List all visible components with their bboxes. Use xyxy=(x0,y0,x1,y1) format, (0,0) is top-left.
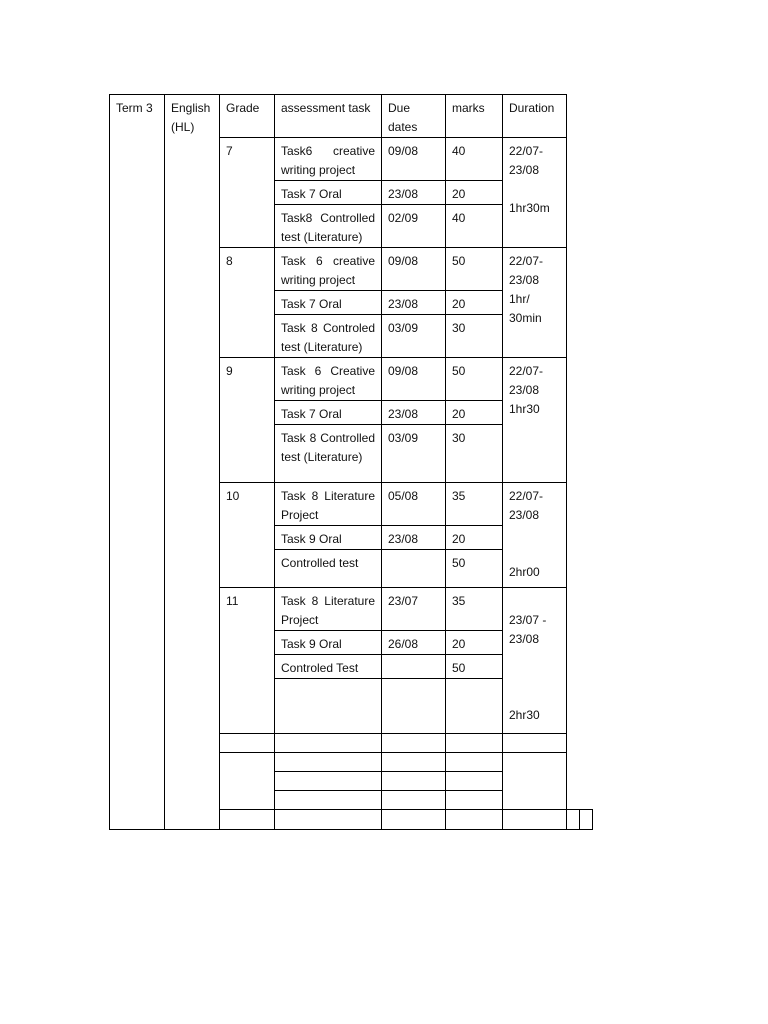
marks-cell: 20 xyxy=(446,291,503,315)
marks-cell: 50 xyxy=(446,358,503,401)
marks-cell: 20 xyxy=(446,401,503,425)
task-header: assessment task xyxy=(275,95,382,138)
empty-cell xyxy=(382,772,446,791)
empty-cell xyxy=(580,810,593,830)
empty-cell xyxy=(275,734,382,753)
duration-cell: 22/07- 23/08 1hr30m xyxy=(503,138,567,248)
marks-cell: 20 xyxy=(446,181,503,205)
task-cell: Task 8 Controlled test (Literature) xyxy=(275,425,382,483)
grade-cell: 7 xyxy=(220,138,275,248)
due-cell: 23/08 xyxy=(382,181,446,205)
due-cell xyxy=(382,550,446,588)
marks-cell: 20 xyxy=(446,526,503,550)
empty-cell xyxy=(220,734,275,753)
task-cell: Task 7 Oral xyxy=(275,181,382,205)
task-cell: Task6 creative writing project xyxy=(275,138,382,181)
task-cell: Controlled test xyxy=(275,550,382,588)
empty-cell xyxy=(382,810,446,830)
marks-cell: 35 xyxy=(446,588,503,631)
grade-header: Grade xyxy=(220,95,275,138)
marks-cell: 30 xyxy=(446,315,503,358)
marks-cell: 50 xyxy=(446,248,503,291)
duration-cell: 23/07 - 23/08 2hr30 xyxy=(503,588,567,734)
empty-cell xyxy=(503,753,567,810)
due-cell xyxy=(382,655,446,679)
header-row xyxy=(110,95,593,138)
task-cell xyxy=(275,679,382,734)
task-cell: Task 9 Oral xyxy=(275,631,382,655)
empty-cell xyxy=(382,791,446,810)
empty-cell xyxy=(275,753,382,772)
grade-cell: 9 xyxy=(220,358,275,483)
marks-cell: 50 xyxy=(446,655,503,679)
empty-cell xyxy=(446,791,503,810)
marks-header: marks xyxy=(446,95,503,138)
duration-cell: 22/07- 23/08 2hr00 xyxy=(503,483,567,588)
grade-cell: 8 xyxy=(220,248,275,358)
due-cell: 03/09 xyxy=(382,315,446,358)
assessment-table xyxy=(109,94,593,830)
task-cell: Task 8 Controled test (Literature) xyxy=(275,315,382,358)
task-cell: Task 8 Literature Project xyxy=(275,588,382,631)
due-cell: 23/08 xyxy=(382,291,446,315)
empty-cell xyxy=(446,734,503,753)
due-header: Due dates xyxy=(382,95,446,138)
duration-header: Duration xyxy=(503,95,567,138)
task-cell: Task 6 creative writing project xyxy=(275,248,382,291)
task-cell: Task 8 Literature Project xyxy=(275,483,382,526)
due-cell: 03/09 xyxy=(382,425,446,483)
empty-cell xyxy=(567,810,580,830)
empty-cell xyxy=(220,753,275,810)
marks-cell: 40 xyxy=(446,205,503,248)
grade-cell: 11 xyxy=(220,588,275,734)
marks-cell: 50 xyxy=(446,550,503,588)
due-cell: 23/08 xyxy=(382,401,446,425)
duration-cell: 22/07- 23/08 1hr/ 30min xyxy=(503,248,567,358)
grade-cell: 10 xyxy=(220,483,275,588)
due-cell: 23/08 xyxy=(382,526,446,550)
empty-cell xyxy=(446,753,503,772)
marks-cell: 40 xyxy=(446,138,503,181)
empty-cell xyxy=(503,734,567,753)
empty-cell xyxy=(220,810,275,830)
empty-cell xyxy=(382,734,446,753)
task-cell: Task8 Controlled test (Literature) xyxy=(275,205,382,248)
task-cell: Task 7 Oral xyxy=(275,401,382,425)
subject-cell: English (HL) xyxy=(165,95,220,830)
empty-cell xyxy=(446,772,503,791)
term-cell: Term 3 xyxy=(110,95,165,830)
empty-cell xyxy=(446,810,503,830)
marks-cell: 20 xyxy=(446,631,503,655)
task-cell: Task 7 Oral xyxy=(275,291,382,315)
task-cell: Task 9 Oral xyxy=(275,526,382,550)
due-cell: 02/09 xyxy=(382,205,446,248)
marks-cell xyxy=(446,679,503,734)
task-cell: Task 6 Creative writing project xyxy=(275,358,382,401)
duration-cell: 22/07- 23/08 1hr30 xyxy=(503,358,567,483)
due-cell: 09/08 xyxy=(382,248,446,291)
due-cell: 09/08 xyxy=(382,358,446,401)
due-cell xyxy=(382,679,446,734)
marks-cell: 30 xyxy=(446,425,503,483)
marks-cell: 35 xyxy=(446,483,503,526)
empty-cell xyxy=(382,753,446,772)
task-cell: Controled Test xyxy=(275,655,382,679)
due-cell: 23/07 xyxy=(382,588,446,631)
empty-cell xyxy=(503,810,567,830)
due-cell: 09/08 xyxy=(382,138,446,181)
empty-cell xyxy=(275,791,382,810)
empty-cell xyxy=(275,810,382,830)
empty-cell xyxy=(275,772,382,791)
due-cell: 26/08 xyxy=(382,631,446,655)
due-cell: 05/08 xyxy=(382,483,446,526)
